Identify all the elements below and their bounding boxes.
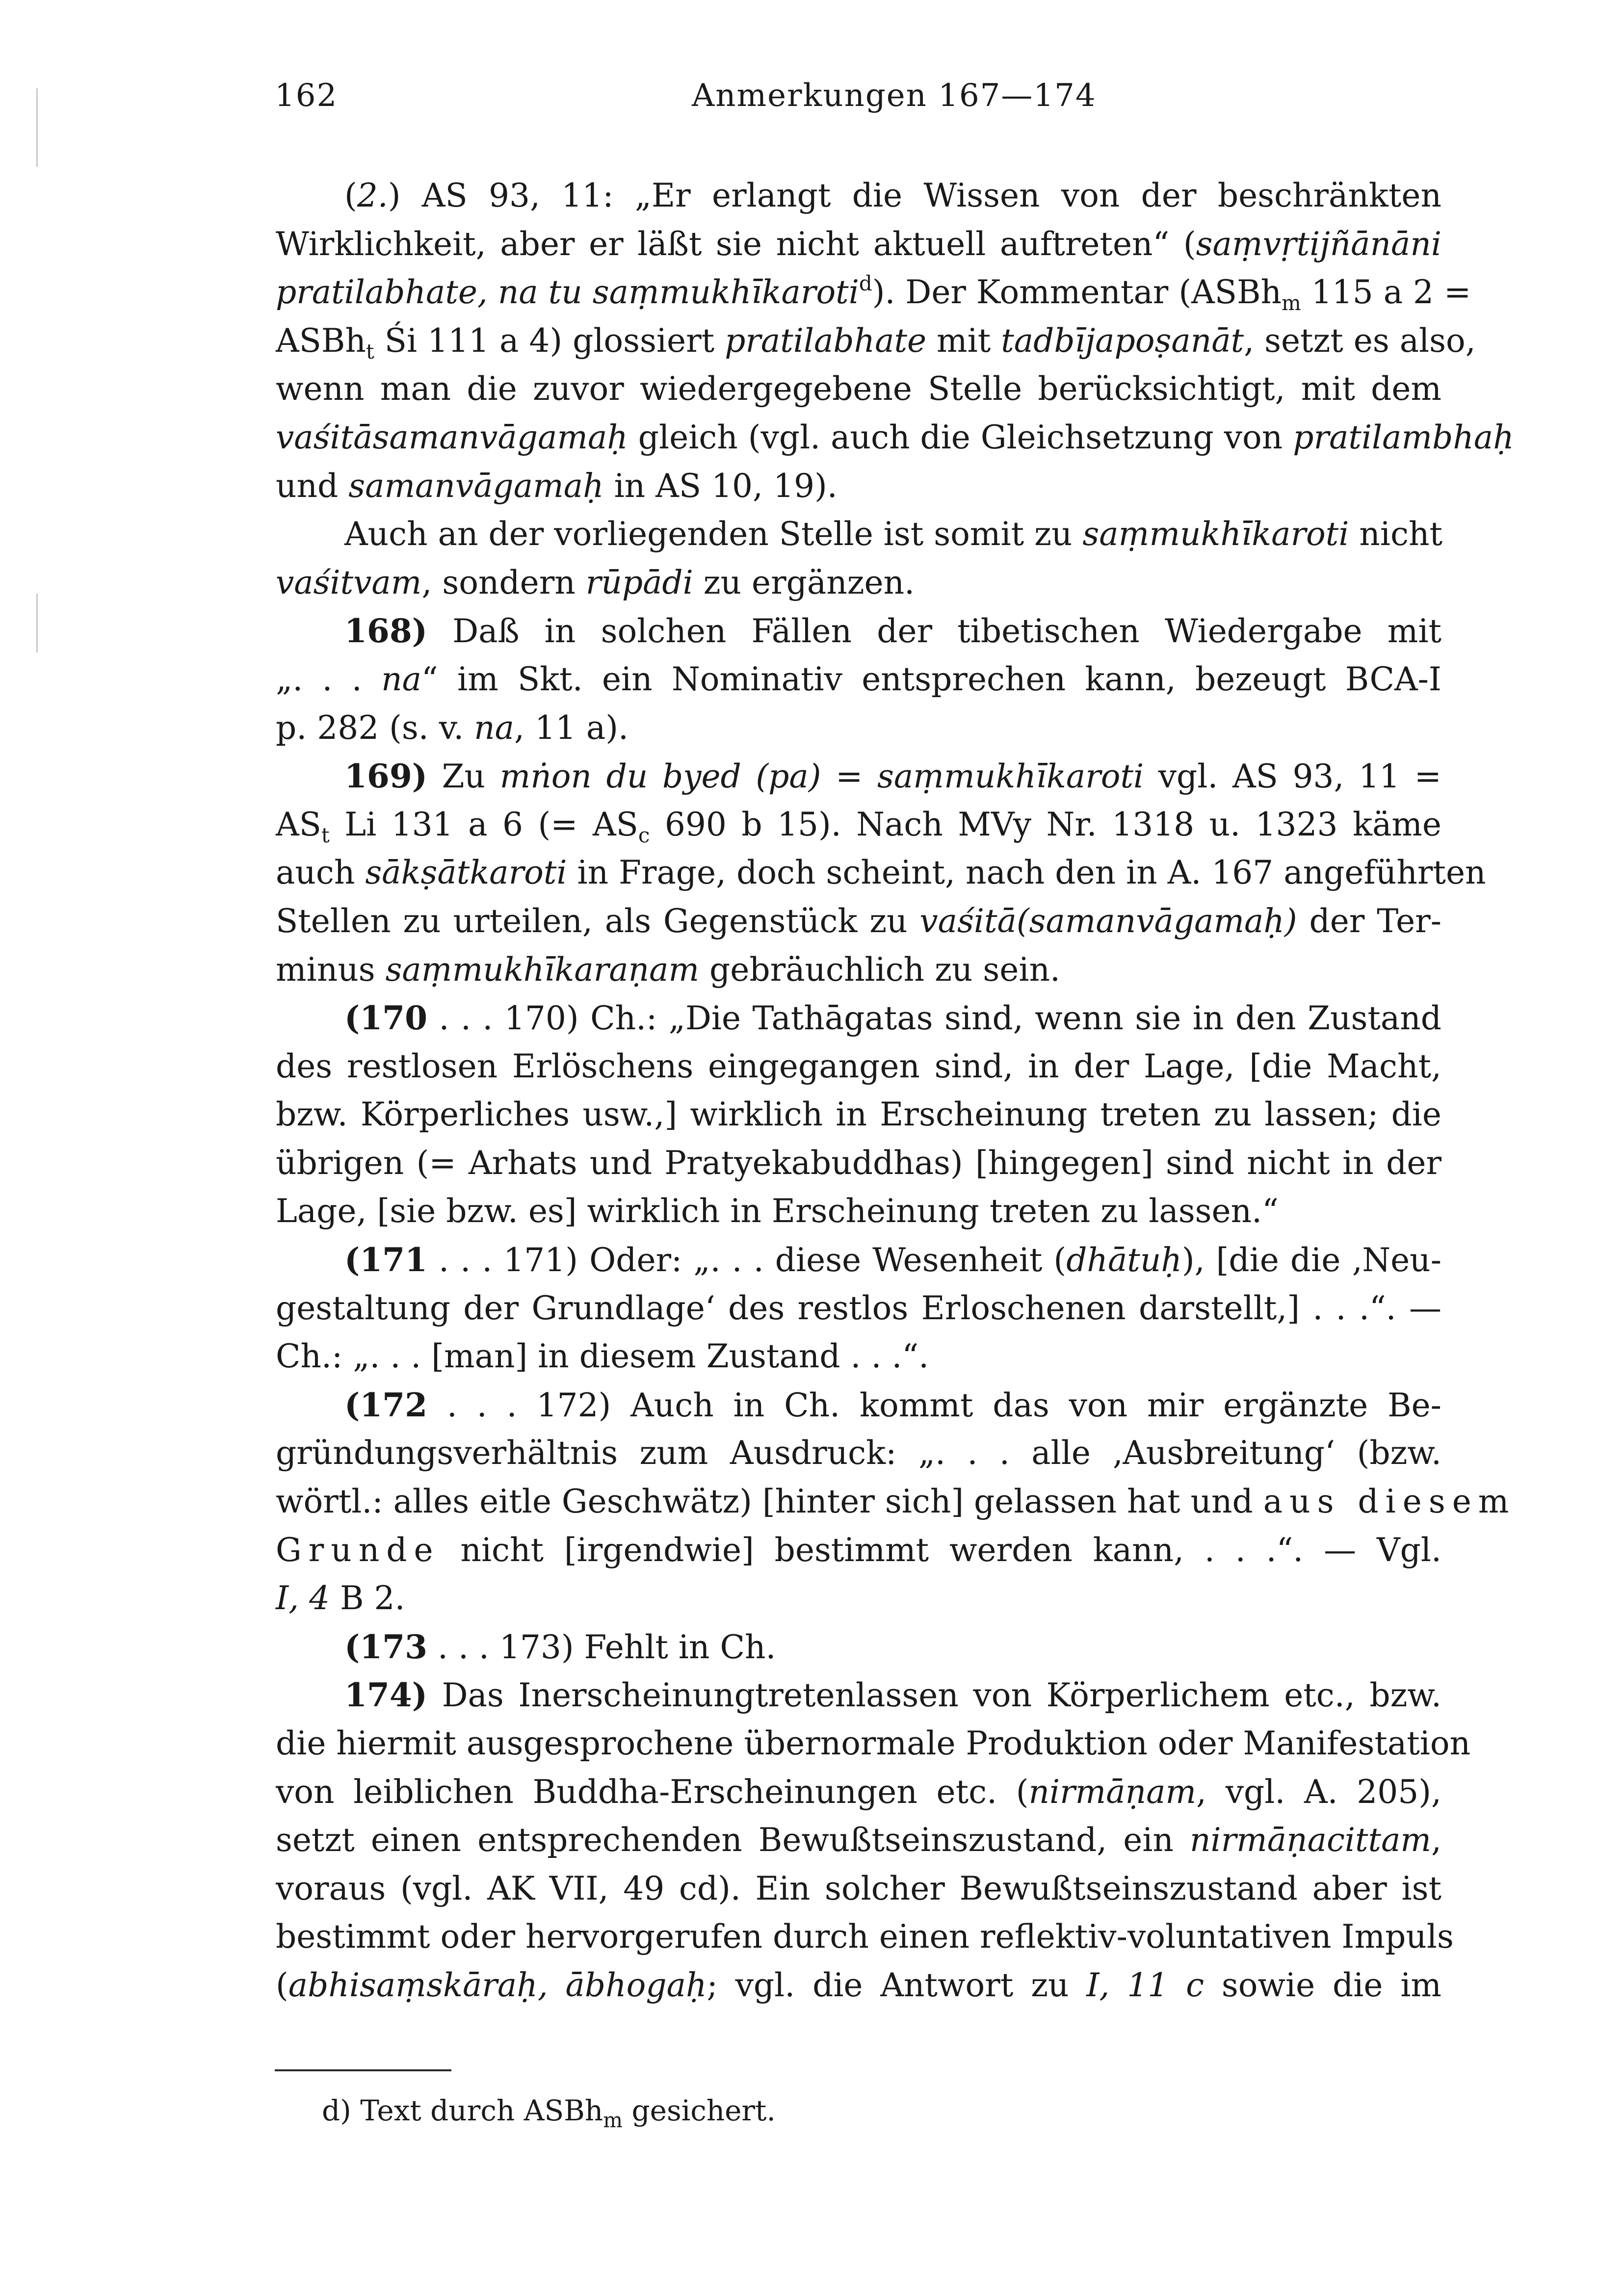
- text-line: von leiblichen Buddha-Erscheinungen etc. (nirmāṇam, vgl. A. 205),: [276, 1773, 1442, 1811]
- note-number: (172: [344, 1385, 427, 1424]
- text-line: (abhisaṃskāraḥ, ābhogaḥ; vgl. die Antwort zu I, 11 c sowie die im: [276, 1966, 1442, 2004]
- text-line: gestaltung der Grundlage‘ des restlos Erloschenen darstellt,] . . .“. —: [276, 1289, 1441, 1327]
- text-line: bzw. Körperliches usw.,] wirklich in Erscheinung treten zu lassen; die: [276, 1096, 1441, 1134]
- text-line: die hiermit ausgesprochene übernormale Produktion oder Manifestation: [276, 1724, 1471, 1762]
- text-line: ASBh$_t$ Śi 111 a 4) glossiert pratilabhate mit tadbījapoṣanāt, setzt es also,: [276, 321, 1476, 364]
- note-number: 169): [344, 757, 427, 796]
- note-172: (172 . . . 172) Auch in Ch. kommt das von mir ergänzte Be-: [344, 1385, 1441, 1424]
- text-line: „. . . na“ im Skt. ein Nominativ entsprechen kann, bezeugt BCA-I: [276, 660, 1442, 698]
- note-171: (171 . . . 171) Oder: „. . . diese Wesenheit (dhātuḥ), [die die ‚Neu-: [344, 1241, 1441, 1279]
- text-line: vaśitāsamanvāgamaḥ gleich (vgl. auch die Gleichsetzung von pratilambhaḥ: [276, 418, 1514, 456]
- note-number: 174): [344, 1676, 427, 1715]
- notes-body: [276, 172, 1516, 2010]
- text-line: pratilabhate, na tu saṃmukhīkaroti$^d$). Der Kommentar (ASBh$_m$ 115 a 2 =: [276, 271, 1471, 315]
- text-line: p. 282 (s. v. na, 11 a).: [276, 708, 629, 747]
- text-line: bestimmt oder hervorgerufen durch einen reflektiv-voluntativen Impuls: [276, 1918, 1454, 1956]
- text-line: wörtl.: alles eitle Geschwätz) [hinter sich] gelassen hat und aus diesem: [276, 1483, 1516, 1521]
- text-line: und samanvāgamaḥ in AS 10, 19).: [276, 467, 838, 505]
- scan-margin-mark: [36, 594, 38, 652]
- text-line: Grunde nicht [irgendwie] bestimmt werden kann, . . .“. — Vgl.: [276, 1531, 1441, 1569]
- note-number: (171: [344, 1241, 427, 1279]
- text-line: Stellen zu urteilen, als Gegenstück zu vaśitā(samanvāgamaḥ) der Ter-: [276, 902, 1441, 940]
- text-line: I, 4 B 2.: [276, 1579, 405, 1618]
- text-line: übrigen (= Arhats und Pratyekabuddhas) [hingegen] sind nicht in der: [276, 1144, 1441, 1182]
- text-line: auch sākṣātkaroti in Frage, doch scheint, nach den in A. 167 angeführten: [276, 854, 1486, 892]
- text-line: des restlosen Erlöschens eingegangen sind, in der Lage, [die Macht,: [276, 1047, 1441, 1085]
- footnote-rule: [275, 2069, 451, 2071]
- page-number: 162: [275, 78, 338, 114]
- note-173: (173 . . . 173) Fehlt in Ch.: [344, 1627, 776, 1666]
- text-line: (2.) AS 93, 11: „Er erlangt die Wissen von der beschränkten: [344, 177, 1441, 214]
- page-header: [275, 78, 1442, 127]
- note-number: (173: [344, 1627, 427, 1666]
- scan-margin-mark: [36, 88, 38, 167]
- footnote-d: d) Text durch ASBh$_m$ gesichert.: [322, 2094, 776, 2132]
- note-170: (170 . . . 170) Ch.: „Die Tathāgatas sind, wenn sie in den Zustand: [344, 999, 1441, 1038]
- text-line: $AS_t$ Li 131 a 6 (= $AS_c$ 690 b 15). Nach MVy Nr. 1318 u. 1323 käme: [276, 805, 1441, 847]
- text-line: voraus (vgl. AK VII, 49 cd). Ein solcher Bewußtseinszustand aber ist: [276, 1869, 1441, 1907]
- note-174: 174) Das Inerscheinungtretenlassen von Körperlichem etc., bzw.: [344, 1676, 1441, 1715]
- note-number: 168): [344, 612, 427, 651]
- text-line: Ch.: „. . . [man] in diesem Zustand . . .“.: [276, 1337, 929, 1376]
- text-line: wenn man die zuvor wiedergegebene Stelle berücksichtigt, mit dem: [276, 370, 1441, 408]
- text-line: Lage, [sie bzw. es] wirklich in Erscheinung treten zu lassen.“: [276, 1192, 1279, 1230]
- note-number: (170: [344, 999, 427, 1038]
- text-line: minus saṃmukhīkaraṇam gebräuchlich zu sein.: [276, 950, 1060, 989]
- text-line: gründungsverhältnis zum Ausdruck: „. . . alle ‚Ausbreitung‘ (bzw.: [276, 1434, 1441, 1472]
- note-168: 168) Daß in solchen Fällen der tibetischen Wiedergabe mit: [344, 612, 1441, 651]
- text-line: Wirklichkeit, aber er läßt sie nicht aktuell auftreten“ (saṃvṛtijñānāni: [276, 225, 1441, 263]
- text-line: setzt einen entsprechenden Bewußtseinszustand, ein nirmāṇacittam,: [276, 1821, 1441, 1859]
- text-line: vaśitvam, sondern rūpādi zu ergänzen.: [276, 563, 915, 601]
- running-head: Anmerkungen 167—174: [692, 78, 1097, 114]
- text-line: Auch an der vorliegenden Stelle ist somit zu saṃmukhīkaroti nicht: [344, 515, 1443, 553]
- note-169: 169) Zu mṅon du byed (pa) = saṃmukhīkaroti vgl. AS 93, 11 =: [344, 757, 1441, 796]
